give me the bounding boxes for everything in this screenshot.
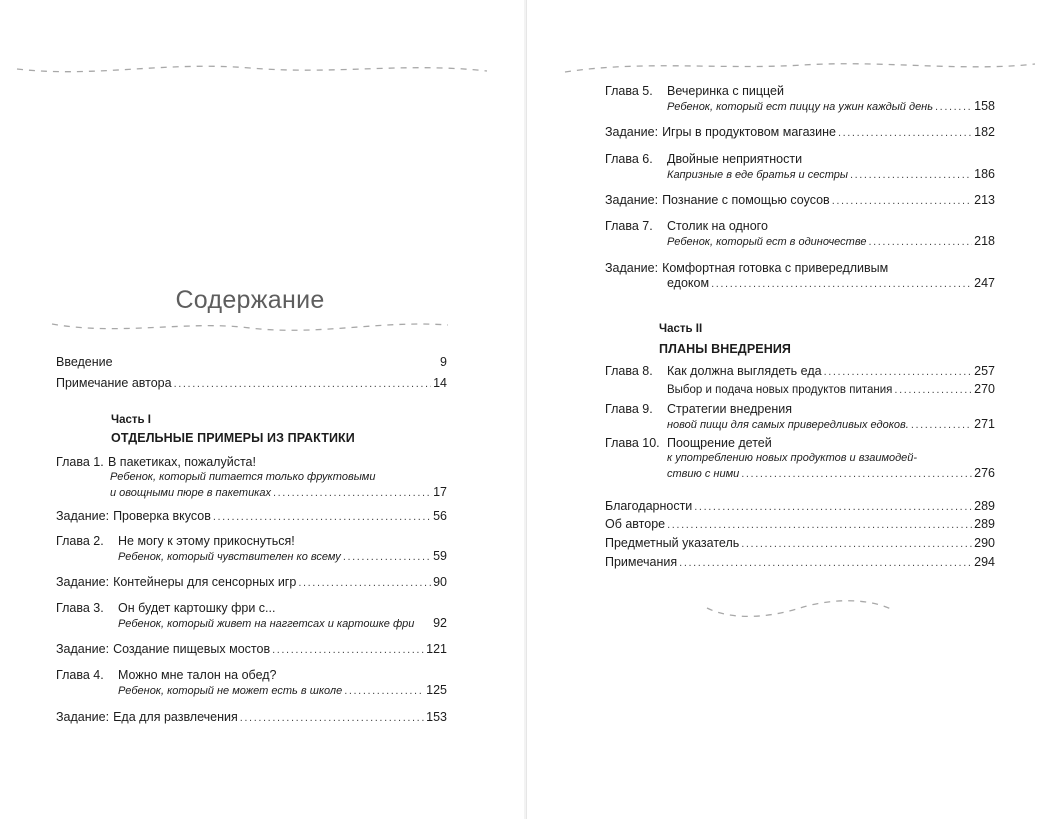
toc-entry-task-5[interactable]: [605, 125, 995, 140]
entry-title: Познание с помощью соусов: [662, 193, 830, 207]
toc-entry-acknowledgements[interactable]: Благодарности ..... 289: [605, 499, 995, 514]
toc-entry-task-4[interactable]: [56, 710, 447, 725]
entry-title: Не могу к этому прикоснуться!: [118, 534, 295, 548]
decorative-wave-title: [50, 316, 450, 338]
toc-entry-chapter-1[interactable]: [56, 455, 447, 500]
page-number: 213: [974, 193, 995, 207]
entry-label: Глава 2.: [56, 534, 104, 548]
entry-title: Проверка вкусов: [113, 509, 211, 523]
entry-label: Глава 10.: [605, 436, 660, 450]
toc-entry-chapter-3[interactable]: [56, 601, 447, 631]
entry-title: Поощрение детей: [667, 436, 772, 450]
page-number: 92: [433, 616, 447, 630]
page-number: 182: [974, 125, 995, 139]
entry-title-continued: едоком: [667, 276, 710, 290]
toc-entry-chapter-8[interactable]: [605, 364, 995, 397]
page-number: 125: [426, 683, 447, 697]
entry-subtitle: ствию с ними: [667, 468, 740, 480]
toc-entry-chapter-6[interactable]: [605, 152, 995, 182]
entry-label: Глава 1.: [56, 455, 104, 469]
decorative-wave-top-right: [563, 56, 1037, 78]
entry-label: Задание:: [56, 509, 110, 523]
entry-title: Двойные неприятности: [667, 152, 803, 166]
page-number: 158: [974, 99, 995, 113]
page-number: 17: [433, 485, 447, 499]
entry-label: Задание:: [605, 193, 659, 207]
page-number: 247: [974, 276, 995, 290]
entry-subtitle: Ребенок, который питается только фруктовыми: [110, 471, 376, 483]
entry-label: Задание:: [56, 575, 110, 589]
entry-subtitle: Выбор и подача новых продуктов питания: [667, 384, 893, 396]
part-1-title: ОТДЕЛЬНЫЕ ПРИМЕРЫ ИЗ ПРАКТИКИ: [111, 431, 355, 445]
part-2-label: Часть II: [659, 323, 703, 335]
entry-subtitle: Ребенок, который чувствителен ко всему: [118, 551, 341, 563]
part-1-label: Часть I: [111, 414, 151, 426]
page-number: 294: [974, 555, 995, 569]
entry-subtitle: Ребенок, который ест пиццу на ужин каждый день: [667, 101, 934, 113]
page-number: 289: [974, 499, 995, 513]
toc-entry-task-3[interactable]: [56, 642, 447, 657]
page-number: 290: [974, 536, 995, 550]
entry-subtitle: к употреблению новых продуктов и взаимодей-: [667, 452, 918, 464]
toc-entry-intro[interactable]: Введение 9: [56, 355, 447, 369]
entry-label: Глава 8.: [605, 364, 653, 378]
page-number: 14: [433, 376, 447, 390]
page-number: 270: [974, 382, 995, 396]
toc-entry-chapter-2[interactable]: [56, 534, 447, 564]
entry-title: Еда для развлечения: [113, 710, 238, 724]
toc-entry-author-note[interactable]: Примечание автора ..... 14: [56, 376, 447, 391]
entry-label: Глава 5.: [605, 84, 653, 98]
entry-subtitle: Ребенок, который ест в одиночестве: [667, 236, 867, 248]
entry-label: Задание:: [56, 710, 110, 724]
toc-entry-chapter-10[interactable]: [605, 436, 995, 481]
toc-entry-index[interactable]: Предметный указатель ..... 290: [605, 536, 995, 551]
entry-title: Контейнеры для сенсорных игр: [113, 575, 297, 589]
entry-label: Глава 6.: [605, 152, 653, 166]
toc-entry-chapter-4[interactable]: [56, 668, 447, 698]
entry-subtitle: Ребенок, который живет на наггетсах и картошке фри: [118, 618, 415, 630]
decorative-wave-top-left: [15, 58, 490, 80]
toc-entry-task-2[interactable]: [56, 575, 447, 590]
left-page: [0, 0, 525, 819]
toc-entry-chapter-5[interactable]: [605, 84, 995, 114]
entry-title: Создание пищевых мостов: [113, 642, 271, 656]
page-number: 271: [974, 417, 995, 431]
entry-label: Задание:: [605, 261, 659, 275]
entry-label: Глава 7.: [605, 219, 653, 233]
entry-title: Игры в продуктовом магазине: [662, 125, 836, 139]
entry-subtitle: Ребенок, который не может есть в школе: [118, 685, 343, 697]
page-number: 9: [440, 355, 447, 369]
entry-label: Глава 9.: [605, 402, 653, 416]
page-number: 90: [433, 575, 447, 589]
entry-title: Стратегии внедрения: [667, 402, 792, 416]
entry-title: Можно мне талон на обед?: [118, 668, 277, 682]
page-number: 218: [974, 234, 995, 248]
entry-title: В пакетиках, пожалуйста!: [108, 455, 256, 469]
entry-subtitle: новой пищи для самых привередливых едоков.: [667, 419, 909, 431]
decorative-wave-bottom: [705, 596, 895, 622]
entry-label: Задание:: [605, 125, 659, 139]
page-number: 276: [974, 466, 995, 480]
right-page: [526, 0, 1054, 819]
entry-title: Комфортная готовка с привередливым: [662, 261, 889, 275]
entry-title: Вечеринка с пиццей: [667, 84, 784, 98]
entry-label: Глава 3.: [56, 601, 104, 615]
page-number: 257: [974, 364, 995, 378]
entry-title: Как должна выглядеть еда: [667, 364, 822, 378]
toc-entry-task-1[interactable]: [56, 509, 447, 524]
toc-entry-chapter-9[interactable]: [605, 402, 995, 432]
toc-entry-task-6[interactable]: [605, 193, 995, 208]
toc-title: Содержание: [175, 286, 325, 314]
page-number: 56: [433, 509, 447, 523]
entry-title: Он будет картошку фри с...: [118, 601, 276, 615]
page-number: 289: [974, 517, 995, 531]
entry-label: Глава 4.: [56, 668, 104, 682]
toc-entry-notes[interactable]: Примечания ..... 294: [605, 555, 995, 570]
entry-subtitle: Капризные в еде братья и сестры: [667, 169, 848, 181]
page-number: 186: [974, 167, 995, 181]
toc-entry-chapter-7[interactable]: [605, 219, 995, 249]
toc-entry-task-7[interactable]: [605, 261, 995, 291]
entry-label: Задание:: [56, 642, 110, 656]
page-number: 59: [433, 549, 447, 563]
part-2-title: ПЛАНЫ ВНЕДРЕНИЯ: [659, 342, 791, 356]
toc-entry-about-author[interactable]: Об авторе ..... 289: [605, 517, 995, 532]
page-number: 121: [426, 642, 447, 656]
page-number: 153: [426, 710, 447, 724]
entry-subtitle: и овощными пюре в пакетиках: [110, 487, 271, 499]
entry-title: Столик на одного: [667, 219, 768, 233]
